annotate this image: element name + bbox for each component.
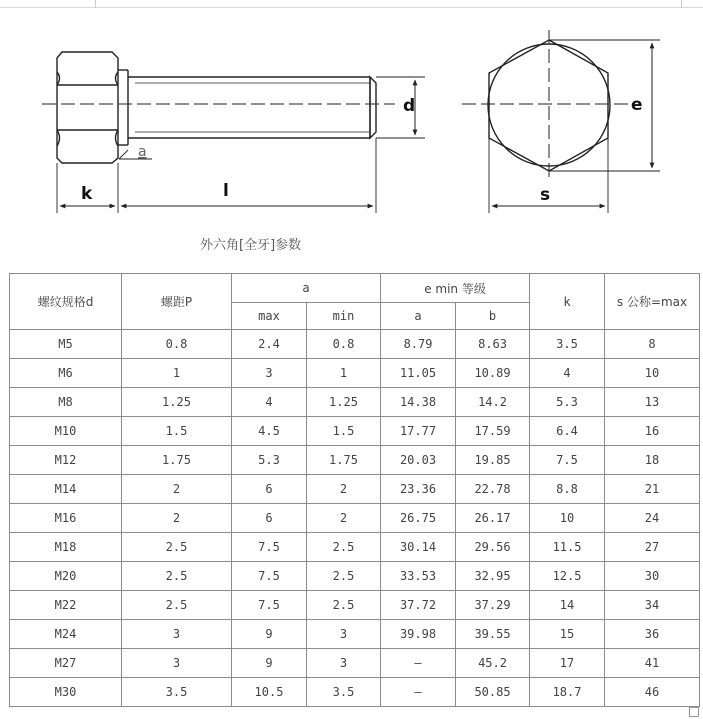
cell-e-grade-a: —	[381, 678, 456, 707]
cell-a-min: 1.75	[307, 446, 381, 475]
cell-thread-spec: M24	[10, 620, 122, 649]
drawing-caption: 外六角[全牙]参数	[200, 238, 302, 253]
cell-e-grade-a: 33.53	[381, 562, 456, 591]
cell-k: 5.3	[530, 388, 605, 417]
bolt-side-view	[42, 52, 425, 213]
cell-thread-spec: M12	[10, 446, 122, 475]
cell-e-grade-a: 37.72	[381, 591, 456, 620]
cell-pitch: 0.8	[122, 330, 232, 359]
cell-thread-spec: M5	[10, 330, 122, 359]
cell-a-max: 4	[232, 388, 307, 417]
cell-k: 10	[530, 504, 605, 533]
cell-e-grade-b: 19.85	[456, 446, 530, 475]
cell-k: 17	[530, 649, 605, 678]
cell-e-grade-a: 11.05	[381, 359, 456, 388]
cell-k: 6.4	[530, 417, 605, 446]
cell-thread-spec: M30	[10, 678, 122, 707]
table-row	[10, 388, 700, 417]
d-label: d	[403, 96, 416, 116]
cell-e-grade-b: 26.17	[456, 504, 530, 533]
header-thread-spec: 螺纹规格d	[10, 274, 122, 330]
cell-k: 3.5	[530, 330, 605, 359]
s-label: s	[540, 185, 551, 205]
cell-a-max: 6	[232, 504, 307, 533]
cell-k: 14	[530, 591, 605, 620]
cell-pitch: 2.5	[122, 591, 232, 620]
header-e-grade-a: a	[381, 303, 456, 330]
cell-k: 18.7	[530, 678, 605, 707]
table-row	[10, 562, 700, 591]
cell-a-min: 3	[307, 649, 381, 678]
cell-a-max: 4.5	[232, 417, 307, 446]
corner-icon	[689, 707, 699, 717]
cell-e-grade-a: 14.38	[381, 388, 456, 417]
cell-e-grade-b: 50.85	[456, 678, 530, 707]
cell-a-max: 10.5	[232, 678, 307, 707]
cell-thread-spec: M14	[10, 475, 122, 504]
cell-a-min: 0.8	[307, 330, 381, 359]
header-pitch: 螺距P	[122, 274, 232, 330]
table-row	[10, 446, 700, 475]
cell-pitch: 1.25	[122, 388, 232, 417]
table-row	[10, 504, 700, 533]
cell-s: 30	[605, 562, 700, 591]
cell-a-max: 3	[232, 359, 307, 388]
cell-s: 10	[605, 359, 700, 388]
bolt-spec-table	[9, 273, 700, 707]
cell-pitch: 2	[122, 504, 232, 533]
header-a-min: min	[307, 303, 381, 330]
cell-pitch: 3.5	[122, 678, 232, 707]
cell-e-grade-a: 20.03	[381, 446, 456, 475]
cell-e-grade-a: 17.77	[381, 417, 456, 446]
bolt-drawing-svg	[0, 0, 703, 230]
cell-pitch: 1.75	[122, 446, 232, 475]
table-row	[10, 591, 700, 620]
cell-e-grade-b: 32.95	[456, 562, 530, 591]
table-row	[10, 359, 700, 388]
cell-e-grade-a: 26.75	[381, 504, 456, 533]
cell-k: 7.5	[530, 446, 605, 475]
cell-thread-spec: M22	[10, 591, 122, 620]
cell-a-min: 2	[307, 475, 381, 504]
cell-a-max: 7.5	[232, 562, 307, 591]
bolt-head-outline	[57, 52, 118, 163]
table-row	[10, 330, 700, 359]
header-e-min-grade: e min 等级	[381, 274, 530, 303]
e-label: e	[631, 95, 643, 115]
cell-e-grade-a: 8.79	[381, 330, 456, 359]
cell-pitch: 1.5	[122, 417, 232, 446]
header-a-max: max	[232, 303, 307, 330]
table-body	[10, 330, 700, 707]
cell-e-grade-b: 22.78	[456, 475, 530, 504]
cell-k: 4	[530, 359, 605, 388]
cell-pitch: 1	[122, 359, 232, 388]
cell-e-grade-b: 10.89	[456, 359, 530, 388]
cell-e-grade-a: —	[381, 649, 456, 678]
cell-e-grade-b: 39.55	[456, 620, 530, 649]
cell-pitch: 2	[122, 475, 232, 504]
k-label: k	[81, 184, 93, 204]
cell-k: 12.5	[530, 562, 605, 591]
cell-pitch: 3	[122, 649, 232, 678]
cell-a-max: 7.5	[232, 533, 307, 562]
cell-s: 46	[605, 678, 700, 707]
cell-a-min: 2	[307, 504, 381, 533]
cell-thread-spec: M8	[10, 388, 122, 417]
cell-a-min: 1.25	[307, 388, 381, 417]
cell-pitch: 2.5	[122, 562, 232, 591]
cell-a-min: 2.5	[307, 562, 381, 591]
bolt-end-view	[462, 30, 660, 213]
cell-a-max: 6	[232, 475, 307, 504]
cell-a-max: 9	[232, 649, 307, 678]
cell-s: 16	[605, 417, 700, 446]
cell-e-grade-b: 29.56	[456, 533, 530, 562]
cell-a-min: 1	[307, 359, 381, 388]
cell-s: 13	[605, 388, 700, 417]
cell-a-min: 3.5	[307, 678, 381, 707]
cell-e-grade-b: 14.2	[456, 388, 530, 417]
cell-a-max: 2.4	[232, 330, 307, 359]
table-row	[10, 649, 700, 678]
cell-s: 21	[605, 475, 700, 504]
a-label: a	[138, 144, 147, 160]
l-label: l	[223, 181, 229, 201]
cell-a-max: 7.5	[232, 591, 307, 620]
cell-thread-spec: M16	[10, 504, 122, 533]
bolt-tip	[370, 77, 376, 138]
cell-a-min: 1.5	[307, 417, 381, 446]
cell-thread-spec: M20	[10, 562, 122, 591]
cell-k: 15	[530, 620, 605, 649]
cell-e-grade-a: 23.36	[381, 475, 456, 504]
cell-e-grade-b: 45.2	[456, 649, 530, 678]
cell-s: 8	[605, 330, 700, 359]
header-e-grade-b: b	[456, 303, 530, 330]
bolt-technical-drawing	[0, 0, 703, 270]
table-row	[10, 533, 700, 562]
header-s-nominal: s 公称=max	[605, 274, 700, 330]
cell-e-grade-b: 8.63	[456, 330, 530, 359]
table-row	[10, 678, 700, 707]
cell-s: 24	[605, 504, 700, 533]
table-row	[10, 417, 700, 446]
table-row	[10, 620, 700, 649]
header-k: k	[530, 274, 605, 330]
cell-a-max: 9	[232, 620, 307, 649]
cell-e-grade-b: 37.29	[456, 591, 530, 620]
cell-a-min: 2.5	[307, 533, 381, 562]
cell-thread-spec: M18	[10, 533, 122, 562]
cell-e-grade-a: 30.14	[381, 533, 456, 562]
cell-k: 8.8	[530, 475, 605, 504]
table-row	[10, 475, 700, 504]
cell-s: 34	[605, 591, 700, 620]
cell-thread-spec: M6	[10, 359, 122, 388]
cell-pitch: 3	[122, 620, 232, 649]
cell-thread-spec: M27	[10, 649, 122, 678]
cell-s: 27	[605, 533, 700, 562]
cell-a-max: 5.3	[232, 446, 307, 475]
cell-e-grade-a: 39.98	[381, 620, 456, 649]
cell-thread-spec: M10	[10, 417, 122, 446]
cell-k: 11.5	[530, 533, 605, 562]
cell-e-grade-b: 17.59	[456, 417, 530, 446]
cell-pitch: 2.5	[122, 533, 232, 562]
cell-s: 18	[605, 446, 700, 475]
header-a: a	[232, 274, 381, 303]
cell-s: 41	[605, 649, 700, 678]
cell-s: 36	[605, 620, 700, 649]
cell-a-min: 3	[307, 620, 381, 649]
cell-a-min: 2.5	[307, 591, 381, 620]
